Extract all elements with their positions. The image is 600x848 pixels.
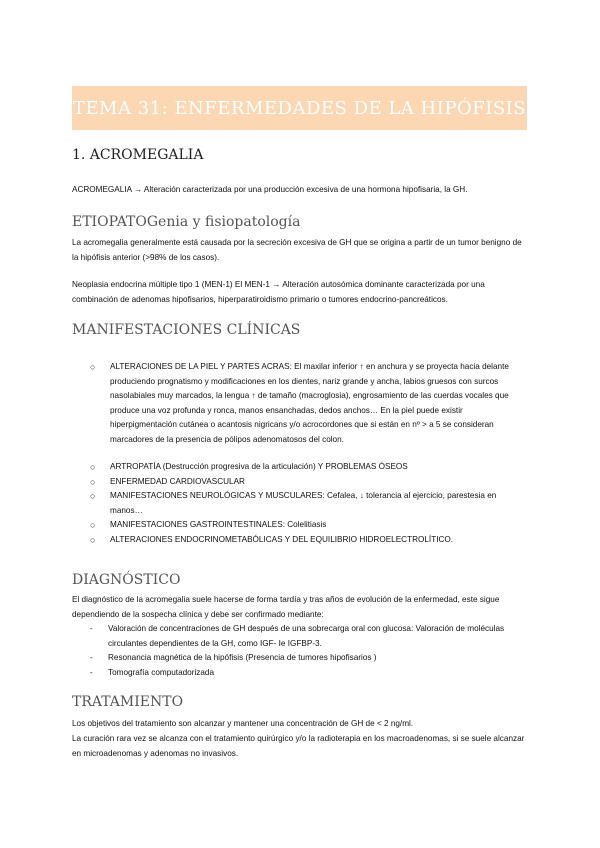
heading-etiopatogenia: ETIOPATOGenia y fisiopatología [72, 214, 301, 230]
definition-term: ACROMEGALIA [72, 185, 132, 194]
arrow-icon: → [133, 185, 143, 194]
list-item: ○ MANIFESTACIONES NEUROLÓGICAS Y MUSCULARES: Cefalea, ↓ tolerancia al ejercicio, parestesia en manos… [90, 491, 497, 515]
diagnostico-intro: El diagnóstico de la acromegalia suele hacerse de forma tardía y tras años de evolución de la enfermedad, este sigue dependiendo de la sospecha clínica y debe ser confirmado mediante: [72, 595, 500, 619]
list-item: ○ ARTROPATÍA (Destrucción progresiva de la articulación) Y PROBLEMAS ÓSEOS [90, 460, 528, 475]
manifestaciones-list-2 [90, 460, 528, 547]
list-item: - Tomografía computadorizada [90, 666, 528, 681]
circle-bullet-icon: ○ [90, 462, 96, 472]
page-title: TEMA 31: ENFERMEDADES DE LA HIPÓFISIS [72, 97, 527, 119]
title-banner [72, 86, 527, 130]
list-item: ○ ALTERACIONES ENDOCRINOMETABÓLICAS Y DEL EQUILIBRIO HIDROELECTROLÍTICO. [90, 533, 528, 548]
list-item: ○ MANIFESTACIONES GASTROINTESTINALES: Colelitiasis [90, 518, 528, 533]
circle-bullet-icon: ○ [90, 476, 96, 487]
circle-bullet-icon: ○ [90, 534, 96, 545]
circle-bullet-icon: ○ [90, 362, 96, 372]
definition-text: Alteración caracterizada por una producción excesiva de una hormona hipofisaria, la GH. [143, 185, 468, 194]
list-item: - Valoración de concentraciones de GH después de una sobrecarga oral con glucosa: Valoración de moléculas circulantes dependientes de la GH, como IGF- Ie IGFBP-3. [90, 624, 505, 648]
dash-bullet-icon: - [90, 624, 93, 633]
circle-bullet-icon: ○ [90, 491, 96, 501]
etiopatogenia-paragraph-1: La acromegalia generalmente está causada por la secreción excesiva de GH que se origina a partir de un tumor benigno de la hipófisis anterior (>98% de los casos). [72, 238, 522, 262]
heading-diagnostico: DIAGNÓSTICO [72, 572, 181, 588]
list-item: ○ ALTERACIONES DE LA PIEL Y PARTES ACRAS: El maxilar inferior ↑ en anchura y se proyecta hacia delante produciendo prognatismo y modificaciones en los dientes, nariz grande y ancha, labios gruesos con surcos nasolabiales muy marcados, la lengua ↑ de tamaño (macroglosia), engrosamiento de las cuerdas vocales que produce una voz profunda y ronca, manos ensanchadas, dedos anchos… En la piel puede existir hiperpigmentación cutánea o acantosis nigricans y/o acrocordones que si están en nº > a 5 se consideran marcadores de la presencia de pólipos adenomatosos del colon. [90, 362, 509, 444]
section-title-acromegalia: 1. ACROMEGALIA [72, 147, 204, 163]
list-item: ○ ENFERMEDAD CARDIOVASCULAR [90, 475, 528, 490]
list-item: - Resonancia magnética de la hipófisis (Presencia de tumores hipofisarios ) [90, 651, 528, 666]
etiopatogenia-paragraph-2: Neoplasia endocrina múltiple tipo 1 (MEN-1) El MEN-1 → Alteración autosómica dominante caracterizada por una combinación de adenomas hipofisarios, hiperparatiroidismo primario o tumores endocrino-pancreáticos. [72, 280, 485, 304]
circle-bullet-icon: ○ [90, 520, 96, 530]
tratamiento-paragraph-2: La curación rara vez se alcanza con el tratamiento quirúrgico y/o la radioterapia en los macroadenomas, si se suele alcanzar en microadenomas y adenomas no invasivos. [72, 734, 525, 758]
diagnostico-list [90, 622, 528, 680]
tratamiento-paragraph-1: Los objetivos del tratamiento son alcanzar y mantener una concentración de GH de < 2 ng/ml. [72, 719, 414, 728]
dash-bullet-icon: - [90, 653, 93, 662]
heading-tratamiento: TRATAMIENTO [72, 694, 184, 710]
manifestaciones-list [90, 360, 528, 447]
definition-paragraph [72, 183, 528, 198]
dash-bullet-icon: - [90, 667, 93, 677]
heading-manifestaciones: MANIFESTACIONES CLÍNICAS [72, 322, 301, 338]
